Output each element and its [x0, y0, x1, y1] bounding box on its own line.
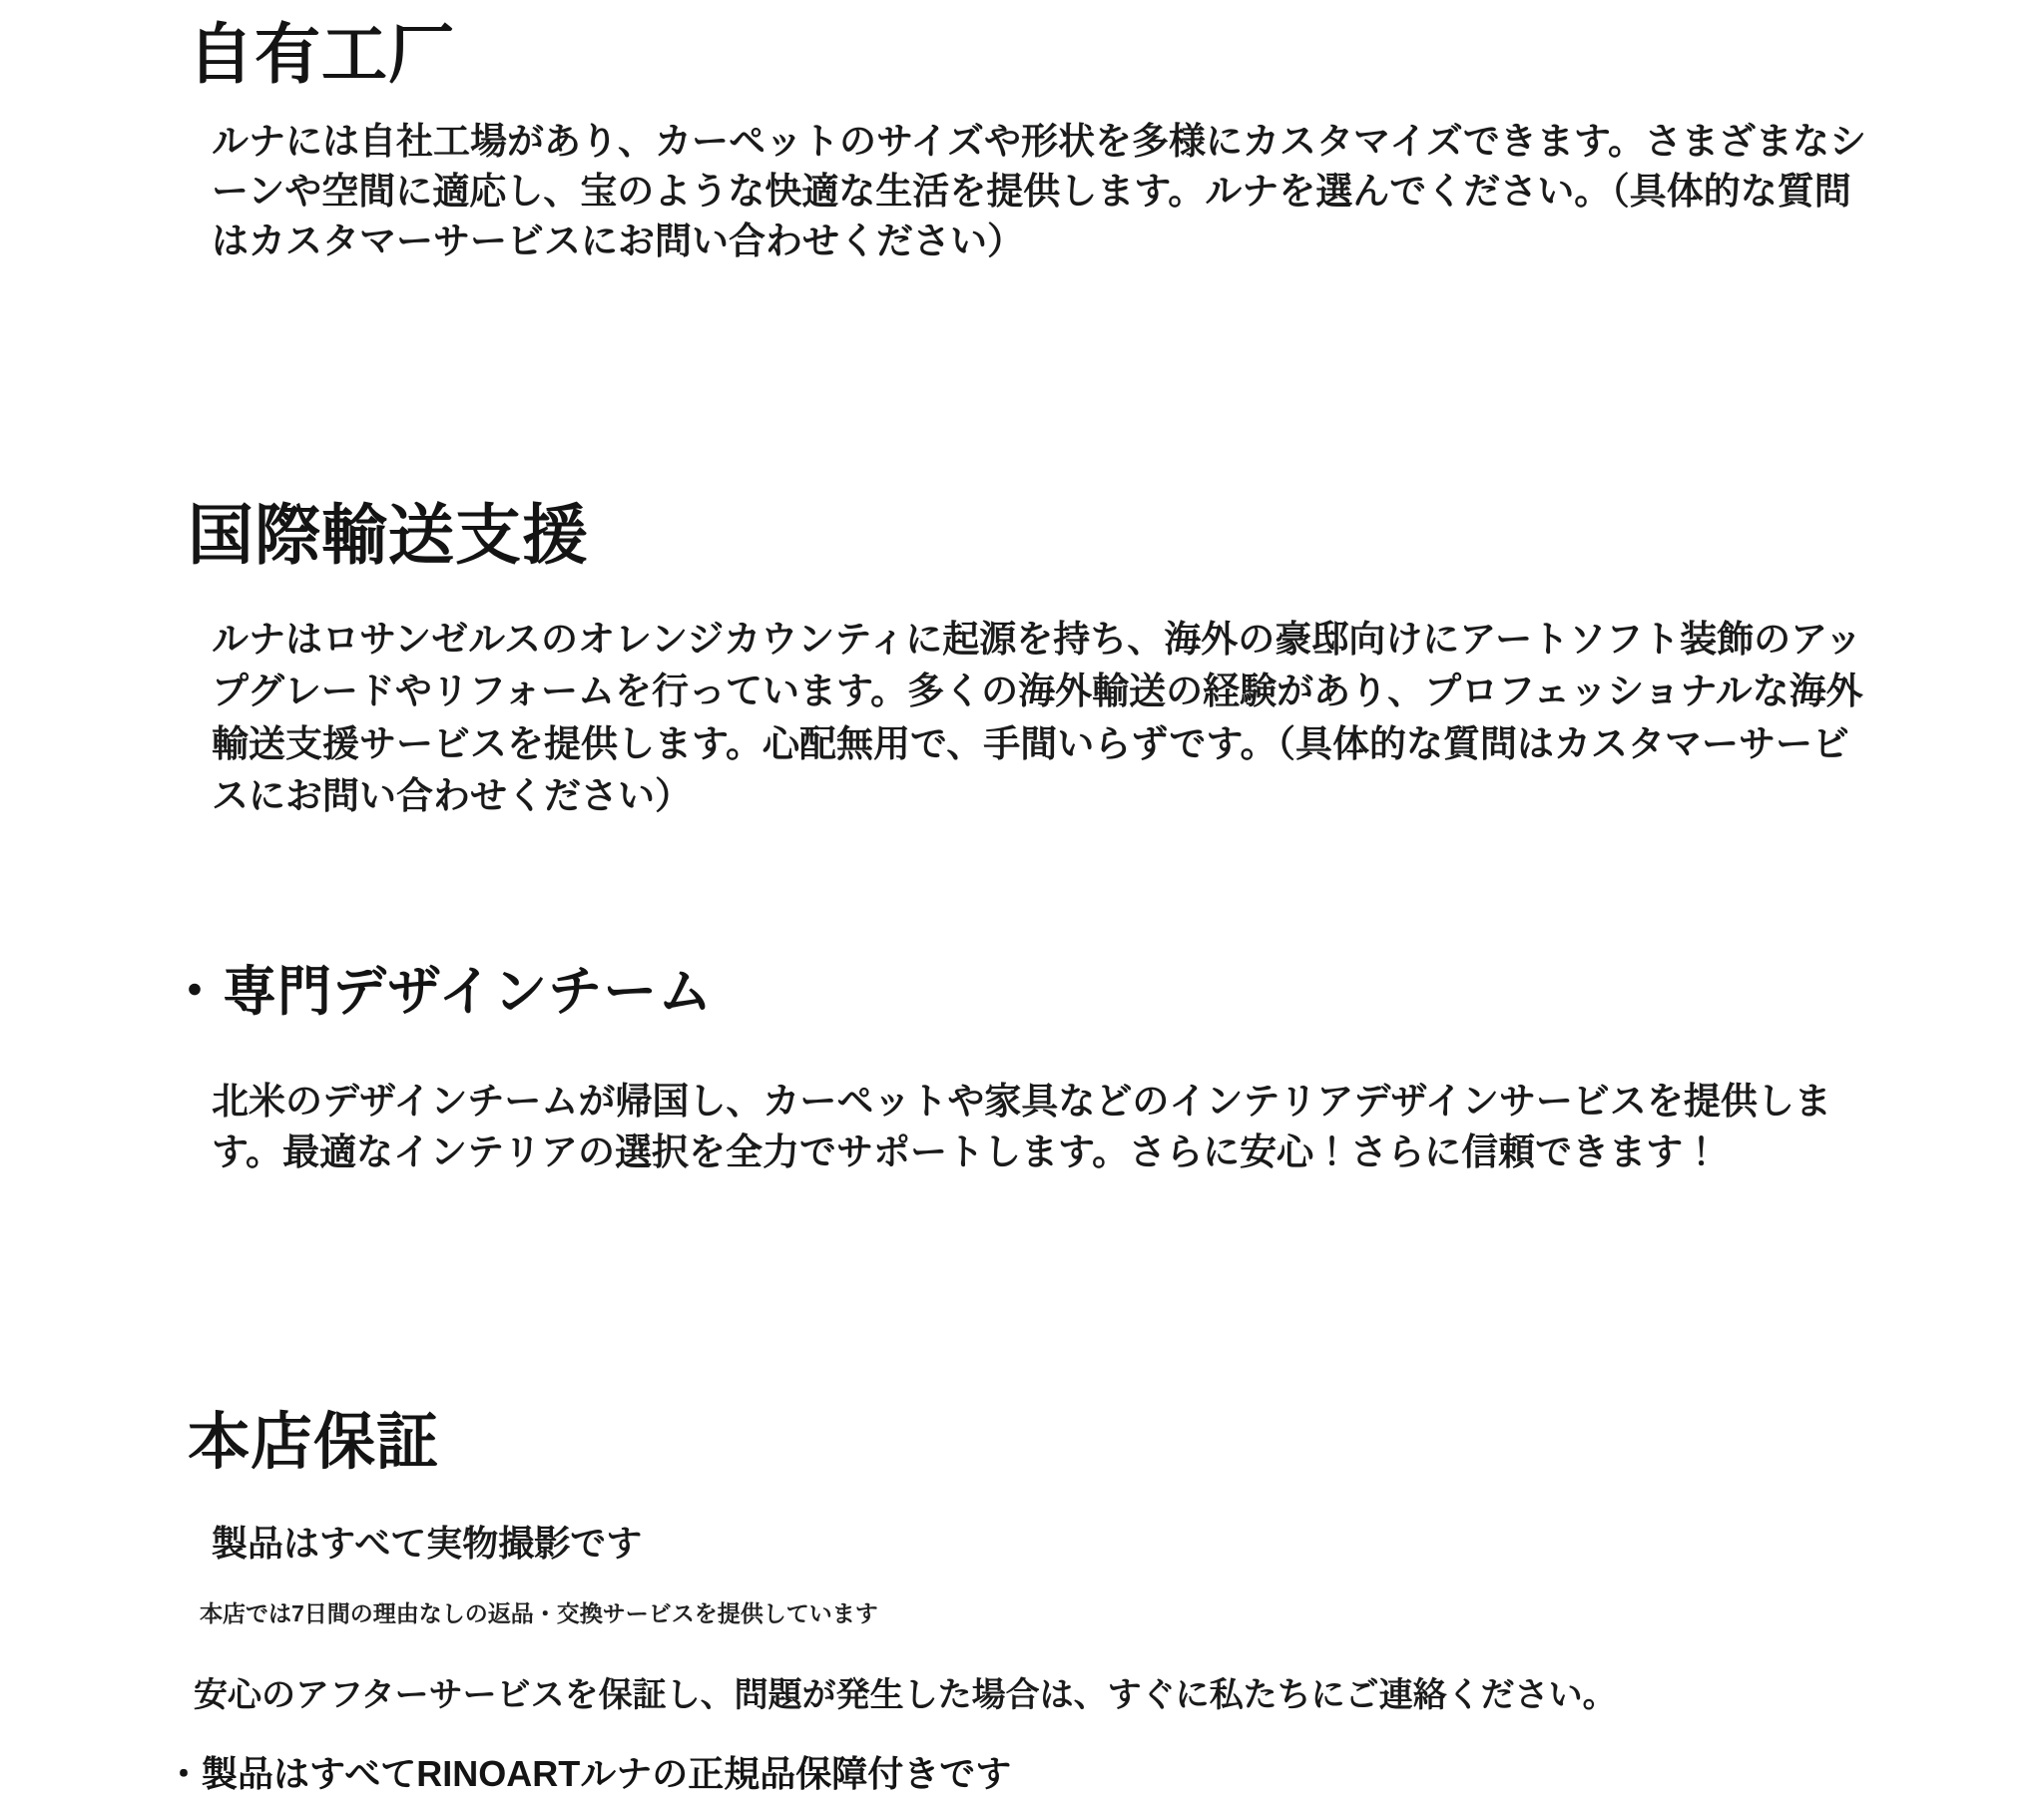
section-international-shipping: [0, 499, 2044, 823]
guarantee-sub-line: 製品はすべて実物撮影です: [212, 1523, 643, 1565]
section-heading-own-factory: 自有工厂: [188, 17, 455, 91]
section-body-own-factory: ルナには自社工場があり、カーペットのサイズや形状を多様にカスタマイズできます。さまざまなシーンや空間に適応し、宝のような快適な生活を提供します。ルナを選んでください。（具体的な質問はカスタマーサービスにお問い合わせください）: [212, 120, 1866, 262]
section-design-team: [0, 963, 2044, 1177]
guarantee-after-service-line: 安心のアフターサービスを保証し、問題が発生した場合は、すぐに私たちにご連絡ください。: [194, 1675, 1617, 1714]
section-heading-store-guarantee: 本店保証: [188, 1408, 440, 1477]
section-body-design-team: 北米のデザインチームが帰国し、カーペットや家具などのインテリアデザインサービスを提供します。最適なインテリアの選択を全力でサポートします。さらに安心！さらに信頼できます！: [212, 1081, 1831, 1173]
section-store-guarantee: [0, 1409, 2044, 1798]
section-body-international-shipping: ルナはロサンゼルスのオレンジカウンティに起源を持ち、海外の豪邸向けにアートソフト装飾のアップグレードやリフォームを行っています。多くの海外輸送の経験があり、プロフェッショナルな海外輸送支援サービスを提供します。心配無用で、手間いらずです。（具体的な質問はカスタマーサービスにお問い合わせください）: [212, 618, 1863, 817]
guarantee-authenticity-line: ・製品はすべてRINOARTルナの正規品保障付きです: [166, 1753, 1012, 1795]
guarantee-fine-print: 本店では7日間の理由なしの返品・交換サービスを提供しています: [200, 1599, 878, 1626]
section-heading-international-shipping: 国際輸送支援: [188, 498, 589, 572]
section-own-factory: [0, 18, 2044, 267]
section-heading-design-team: ・専門デザインチーム: [168, 962, 714, 1022]
